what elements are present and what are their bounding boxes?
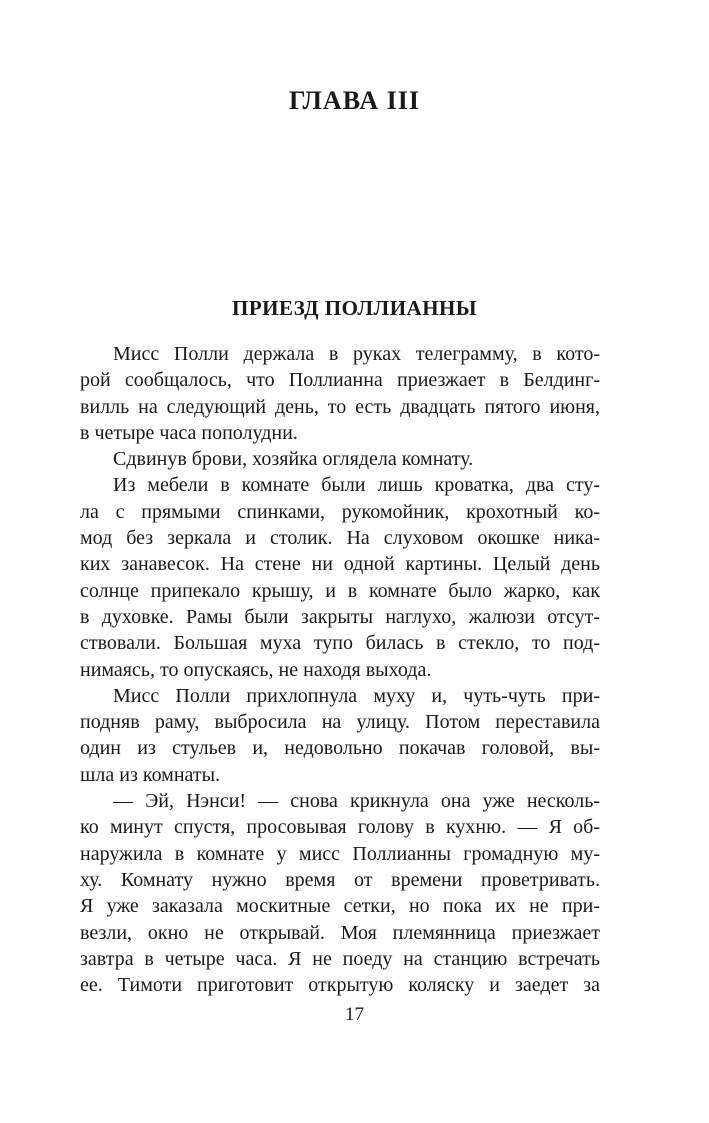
text-line: везли, окно не открывай. Моя племянница приезжает — [80, 921, 600, 944]
chapter-title: ГЛАВА III — [288, 86, 421, 115]
body-text — [80, 341, 600, 998]
text-line: Сдвинув брови, хозяйка оглядела комнату. — [113, 448, 474, 471]
text-line: ла с прямыми спинками, рукомойник, крохотный ко- — [80, 500, 600, 523]
text-line: солнце припекало крышу, и в комнате было жарко, как — [80, 579, 600, 602]
text-line: завтра в четыре часа. Я не поеду на станцию встречать — [80, 947, 600, 970]
text-line: в четыре часа пополудни. — [80, 421, 298, 444]
text-line: ствовали. Большая муха тупо билась в стекло, то под- — [80, 632, 600, 655]
text-line: наружила в комнате у мисс Поллианны громадную му- — [80, 842, 600, 865]
text-line: вилль на следующий день, то есть двадцать пятого июня, — [80, 395, 600, 418]
text-line: ких занавесок. На стене ни одной картины. Целый день — [80, 553, 600, 576]
text-line: один из стульев и, недовольно покачав головой, вы- — [80, 737, 600, 760]
text-line: шла из комнаты. — [80, 763, 221, 786]
text-line: нимаясь, то опускаясь, не находя выхода. — [80, 658, 432, 681]
text-line: подняв раму, выбросила на улицу. Потом переставила — [80, 711, 600, 734]
text-line: ху. Комнату нужно время от времени проветривать. — [80, 868, 600, 891]
text-line: рой сообщалось, что Поллианна приезжает в Белдинг- — [80, 369, 600, 392]
text-line: Мисс Полли прихлопнула муху и, чуть-чуть при- — [113, 684, 600, 707]
text-line: ее. Тимоти приготовит открытую коляску и заедет за — [80, 974, 600, 997]
section-title: ПРИЕЗД ПОЛЛИАННЫ — [232, 296, 477, 320]
text-line: в духовке. Рамы были закрыты наглухо, жалюзи отсут- — [80, 605, 600, 628]
text-line: — Эй, Нэнси! — снова крикнула она уже несколь- — [113, 790, 600, 813]
text-line: Мисс Полли держала в руках телеграмму, в кото- — [113, 343, 600, 365]
page-number: 17 — [345, 1004, 364, 1025]
text-line: Я уже заказала москитные сетки, но пока их не при- — [80, 895, 600, 918]
text-line: ко минут спустя, просовывая голову в кухню. — Я об- — [80, 816, 600, 839]
text-line: мод без зеркала и столик. На слуховом окошке ника- — [80, 527, 600, 550]
text-line: Из мебели в комнате были лишь кроватка, два сту- — [113, 474, 600, 497]
